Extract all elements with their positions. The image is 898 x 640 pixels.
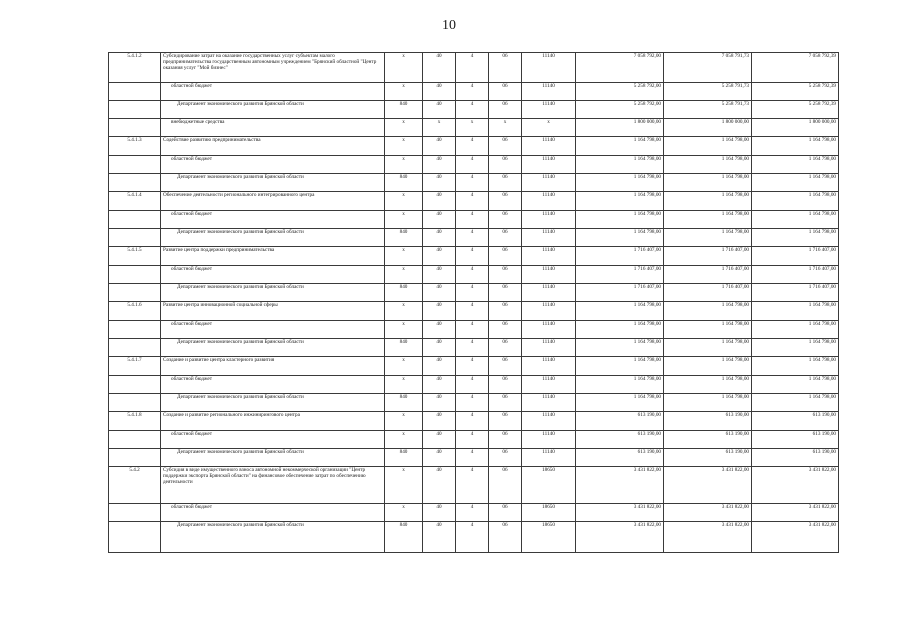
- row-amount-3: 7 058 792,39: [752, 53, 839, 83]
- row-amount-2: 613 190,00: [664, 431, 752, 449]
- table-row: [109, 467, 839, 504]
- table-row: [109, 156, 839, 174]
- row-amount-3: 613 190,00: [752, 449, 839, 467]
- row-section: 40: [423, 412, 456, 431]
- row-grbs: х: [385, 266, 423, 284]
- row-amount-2: 1 164 798,00: [664, 394, 752, 412]
- row-name: Развитие центра инновационной социальной сферы: [161, 302, 385, 321]
- row-program: 06: [489, 53, 522, 83]
- table-row: [109, 229, 839, 247]
- row-grbs: х: [385, 376, 423, 394]
- row-direction: 11140: [522, 211, 576, 229]
- row-subsection: 4: [456, 137, 489, 156]
- row-amount-2: 3 431 822,00: [664, 467, 752, 504]
- table-row: [109, 449, 839, 467]
- row-subsection: 4: [456, 394, 489, 412]
- row-amount-1: 1 164 798,00: [576, 321, 664, 339]
- row-direction: 11140: [522, 83, 576, 101]
- table-row: [109, 101, 839, 119]
- row-program: 06: [489, 431, 522, 449]
- row-section: 40: [423, 467, 456, 504]
- row-grbs: 840: [385, 449, 423, 467]
- row-amount-3: 1 164 798,00: [752, 156, 839, 174]
- row-section: 40: [423, 137, 456, 156]
- row-name: областной бюджет: [161, 376, 385, 394]
- row-section: 40: [423, 449, 456, 467]
- row-amount-1: 613 190,00: [576, 449, 664, 467]
- row-direction: х: [522, 119, 576, 137]
- row-code: 5.4.1.7: [109, 357, 161, 376]
- row-direction: 11140: [522, 357, 576, 376]
- row-amount-1: 1 164 798,00: [576, 339, 664, 357]
- row-name: Создание и развитие центра кластерного развития: [161, 357, 385, 376]
- row-grbs: х: [385, 156, 423, 174]
- row-name: Департамент экономического развития Брянской области: [161, 284, 385, 302]
- row-name: Департамент экономического развития Брянской области: [161, 522, 385, 553]
- row-program: 06: [489, 83, 522, 101]
- row-amount-1: 1 164 798,00: [576, 137, 664, 156]
- row-grbs: 840: [385, 339, 423, 357]
- table-row: [109, 266, 839, 284]
- table-row: [109, 357, 839, 376]
- row-program: 06: [489, 247, 522, 266]
- row-subsection: 4: [456, 266, 489, 284]
- row-program: 06: [489, 376, 522, 394]
- row-grbs: х: [385, 467, 423, 504]
- row-amount-3: 1 716 407,00: [752, 266, 839, 284]
- budget-table: [108, 52, 839, 553]
- row-program: 06: [489, 211, 522, 229]
- row-subsection: 4: [456, 284, 489, 302]
- row-amount-3: 1 164 798,00: [752, 321, 839, 339]
- row-grbs: 840: [385, 229, 423, 247]
- row-amount-3: 1 164 798,00: [752, 192, 839, 211]
- row-amount-2: 1 164 798,00: [664, 137, 752, 156]
- row-program: 06: [489, 229, 522, 247]
- row-section: 40: [423, 302, 456, 321]
- table-row: [109, 247, 839, 266]
- row-amount-3: 3 431 822,00: [752, 467, 839, 504]
- row-section: 40: [423, 431, 456, 449]
- row-direction: 11140: [522, 394, 576, 412]
- row-section: 40: [423, 266, 456, 284]
- row-subsection: х: [456, 119, 489, 137]
- row-amount-2: 1 164 798,00: [664, 302, 752, 321]
- table-row: [109, 192, 839, 211]
- table-row: [109, 83, 839, 101]
- row-program: 06: [489, 394, 522, 412]
- table-row: [109, 504, 839, 522]
- row-section: 40: [423, 229, 456, 247]
- row-direction: 11140: [522, 229, 576, 247]
- row-code: [109, 83, 161, 101]
- row-section: 40: [423, 247, 456, 266]
- row-direction: 11140: [522, 137, 576, 156]
- row-amount-3: 1 716 407,00: [752, 247, 839, 266]
- row-program: 06: [489, 522, 522, 553]
- row-program: 06: [489, 467, 522, 504]
- row-program: 06: [489, 449, 522, 467]
- row-amount-1: 3 431 822,00: [576, 522, 664, 553]
- row-amount-3: 613 190,00: [752, 412, 839, 431]
- row-grbs: 840: [385, 522, 423, 553]
- row-direction: 11140: [522, 101, 576, 119]
- row-direction: 11140: [522, 266, 576, 284]
- row-amount-1: 1 800 000,00: [576, 119, 664, 137]
- row-name: Обеспечение деятельности регионального интегрированного центра: [161, 192, 385, 211]
- row-program: 06: [489, 156, 522, 174]
- row-amount-2: 5 258 791,73: [664, 83, 752, 101]
- row-program: х: [489, 119, 522, 137]
- row-amount-3: 5 258 792,39: [752, 101, 839, 119]
- row-amount-2: 1 164 798,00: [664, 357, 752, 376]
- table-row: [109, 119, 839, 137]
- row-name: Создание и развитие регионального инжинирингового центра: [161, 412, 385, 431]
- row-program: 06: [489, 357, 522, 376]
- row-amount-2: 1 164 798,00: [664, 229, 752, 247]
- table-row: [109, 284, 839, 302]
- row-subsection: 4: [456, 83, 489, 101]
- row-subsection: 4: [456, 247, 489, 266]
- row-direction: 18650: [522, 467, 576, 504]
- row-name: Департамент экономического развития Брянской области: [161, 101, 385, 119]
- row-amount-3: 1 164 798,00: [752, 339, 839, 357]
- budget-rows: [109, 53, 839, 553]
- row-amount-3: 1 716 407,00: [752, 284, 839, 302]
- row-amount-2: 1 716 407,00: [664, 247, 752, 266]
- row-subsection: 4: [456, 376, 489, 394]
- row-direction: 11140: [522, 192, 576, 211]
- row-section: 40: [423, 357, 456, 376]
- row-program: 06: [489, 174, 522, 192]
- row-amount-3: 1 164 798,00: [752, 174, 839, 192]
- row-direction: 11140: [522, 412, 576, 431]
- row-amount-1: 7 058 792,00: [576, 53, 664, 83]
- row-amount-1: 1 164 798,00: [576, 192, 664, 211]
- row-program: 06: [489, 137, 522, 156]
- row-amount-2: 1 164 798,00: [664, 376, 752, 394]
- row-amount-2: 1 164 798,00: [664, 156, 752, 174]
- row-grbs: х: [385, 247, 423, 266]
- row-amount-3: 1 164 798,00: [752, 137, 839, 156]
- row-grbs: х: [385, 357, 423, 376]
- row-subsection: 4: [456, 53, 489, 83]
- row-grbs: х: [385, 321, 423, 339]
- row-name: областной бюджет: [161, 431, 385, 449]
- row-direction: 11140: [522, 431, 576, 449]
- row-grbs: 840: [385, 174, 423, 192]
- row-amount-2: 1 716 407,00: [664, 266, 752, 284]
- row-amount-2: 3 431 822,00: [664, 504, 752, 522]
- row-name: Департамент экономического развития Брянской области: [161, 229, 385, 247]
- row-program: 06: [489, 504, 522, 522]
- row-code: [109, 321, 161, 339]
- row-amount-3: 1 164 798,00: [752, 211, 839, 229]
- row-amount-2: 3 431 822,00: [664, 522, 752, 553]
- row-grbs: х: [385, 412, 423, 431]
- row-subsection: 4: [456, 357, 489, 376]
- row-program: 06: [489, 412, 522, 431]
- row-direction: 18650: [522, 504, 576, 522]
- row-direction: 11140: [522, 302, 576, 321]
- row-section: 40: [423, 192, 456, 211]
- row-code: [109, 376, 161, 394]
- table-row: [109, 302, 839, 321]
- row-amount-1: 1 164 798,00: [576, 211, 664, 229]
- row-code: [109, 156, 161, 174]
- row-grbs: 840: [385, 101, 423, 119]
- row-code: 5.4.1.4: [109, 192, 161, 211]
- row-amount-1: 1 164 798,00: [576, 229, 664, 247]
- row-subsection: 4: [456, 339, 489, 357]
- row-subsection: 4: [456, 156, 489, 174]
- row-amount-2: 613 190,00: [664, 412, 752, 431]
- row-program: 06: [489, 192, 522, 211]
- row-section: 40: [423, 211, 456, 229]
- row-amount-2: 1 164 798,00: [664, 211, 752, 229]
- row-code: 5.4.1.8: [109, 412, 161, 431]
- table-row: [109, 137, 839, 156]
- row-section: 40: [423, 156, 456, 174]
- row-amount-2: 1 164 798,00: [664, 174, 752, 192]
- row-grbs: х: [385, 137, 423, 156]
- row-code: [109, 266, 161, 284]
- row-section: 40: [423, 394, 456, 412]
- row-amount-3: 1 164 798,00: [752, 302, 839, 321]
- row-amount-3: 3 431 822,00: [752, 522, 839, 553]
- row-subsection: 4: [456, 101, 489, 119]
- row-name: Департамент экономического развития Брянской области: [161, 394, 385, 412]
- row-name: Субсидия в виде имущественного взноса автономной некоммерческой организации "Центр поддержки экспорта Брянской области" на финансовое обеспечение затрат по обеспечению деятельности: [161, 467, 385, 504]
- row-grbs: х: [385, 83, 423, 101]
- row-amount-3: 1 164 798,00: [752, 376, 839, 394]
- row-amount-3: 3 431 822,00: [752, 504, 839, 522]
- row-code: [109, 119, 161, 137]
- row-name: Развитие центра поддержки предпринимательства: [161, 247, 385, 266]
- row-amount-2: 1 164 798,00: [664, 192, 752, 211]
- row-subsection: 4: [456, 449, 489, 467]
- row-amount-3: 1 164 798,00: [752, 394, 839, 412]
- row-amount-1: 1 164 798,00: [576, 394, 664, 412]
- row-name: Содействие развитию предпринимательства: [161, 137, 385, 156]
- row-name: Департамент экономического развития Брянской области: [161, 339, 385, 357]
- row-direction: 11140: [522, 174, 576, 192]
- row-amount-2: 1 164 798,00: [664, 339, 752, 357]
- row-name: областной бюджет: [161, 211, 385, 229]
- row-name: областной бюджет: [161, 266, 385, 284]
- row-code: 5.4.1.5: [109, 247, 161, 266]
- row-amount-1: 613 190,00: [576, 412, 664, 431]
- row-amount-3: 1 164 798,00: [752, 229, 839, 247]
- row-name: областной бюджет: [161, 156, 385, 174]
- row-code: [109, 449, 161, 467]
- row-subsection: 4: [456, 174, 489, 192]
- row-amount-2: 7 058 791,73: [664, 53, 752, 83]
- row-section: 40: [423, 284, 456, 302]
- row-amount-1: 1 164 798,00: [576, 357, 664, 376]
- table-row: [109, 211, 839, 229]
- row-direction: 11140: [522, 284, 576, 302]
- row-amount-3: 1 800 000,00: [752, 119, 839, 137]
- row-amount-1: 5 258 792,00: [576, 101, 664, 119]
- row-program: 06: [489, 339, 522, 357]
- row-code: [109, 229, 161, 247]
- table-row: [109, 174, 839, 192]
- row-subsection: 4: [456, 229, 489, 247]
- row-grbs: х: [385, 211, 423, 229]
- row-direction: 11140: [522, 321, 576, 339]
- row-code: 5.4.1.2: [109, 53, 161, 83]
- row-name: Субсидирование затрат на оказание государственных услуг субъектам малого предпринимательства государственным автономным учреждением "Брянский областной "Центр оказания услуг "Мой бизнес": [161, 53, 385, 83]
- row-name: Департамент экономического развития Брянской области: [161, 174, 385, 192]
- row-amount-1: 3 431 822,00: [576, 467, 664, 504]
- row-direction: 11140: [522, 449, 576, 467]
- row-amount-2: 1 716 407,00: [664, 284, 752, 302]
- table-row: [109, 412, 839, 431]
- row-amount-1: 1 164 798,00: [576, 302, 664, 321]
- row-direction: 11140: [522, 247, 576, 266]
- row-subsection: 4: [456, 302, 489, 321]
- row-code: [109, 504, 161, 522]
- row-code: [109, 339, 161, 357]
- row-program: 06: [489, 266, 522, 284]
- row-code: [109, 101, 161, 119]
- row-subsection: 4: [456, 504, 489, 522]
- row-amount-1: 1 164 798,00: [576, 174, 664, 192]
- row-direction: 11140: [522, 339, 576, 357]
- row-direction: 11140: [522, 53, 576, 83]
- row-amount-2: 1 164 798,00: [664, 321, 752, 339]
- row-subsection: 4: [456, 431, 489, 449]
- row-amount-1: 5 258 792,00: [576, 83, 664, 101]
- row-amount-1: 1 164 798,00: [576, 156, 664, 174]
- row-code: [109, 174, 161, 192]
- row-amount-2: 1 800 000,00: [664, 119, 752, 137]
- row-section: 40: [423, 376, 456, 394]
- row-amount-1: 1 164 798,00: [576, 376, 664, 394]
- row-program: 06: [489, 101, 522, 119]
- row-amount-1: 1 716 407,00: [576, 247, 664, 266]
- table-row: [109, 522, 839, 553]
- row-section: 40: [423, 522, 456, 553]
- row-section: 40: [423, 101, 456, 119]
- row-amount-1: 1 716 407,00: [576, 284, 664, 302]
- row-subsection: 4: [456, 467, 489, 504]
- row-program: 06: [489, 284, 522, 302]
- table-row: [109, 376, 839, 394]
- row-section: 40: [423, 174, 456, 192]
- row-grbs: х: [385, 53, 423, 83]
- row-name: областной бюджет: [161, 321, 385, 339]
- row-section: 40: [423, 339, 456, 357]
- row-amount-3: 1 164 798,00: [752, 357, 839, 376]
- row-program: 06: [489, 302, 522, 321]
- row-code: [109, 431, 161, 449]
- row-grbs: х: [385, 302, 423, 321]
- row-section: 40: [423, 53, 456, 83]
- row-amount-1: 613 190,00: [576, 431, 664, 449]
- table-row: [109, 321, 839, 339]
- table-row: [109, 339, 839, 357]
- row-section: 40: [423, 83, 456, 101]
- row-section: х: [423, 119, 456, 137]
- row-amount-1: 3 431 822,00: [576, 504, 664, 522]
- row-grbs: х: [385, 119, 423, 137]
- row-amount-2: 613 190,00: [664, 449, 752, 467]
- row-subsection: 4: [456, 192, 489, 211]
- table-row: [109, 431, 839, 449]
- row-code: [109, 394, 161, 412]
- row-code: [109, 284, 161, 302]
- row-subsection: 4: [456, 412, 489, 431]
- row-amount-2: 5 258 791,73: [664, 101, 752, 119]
- row-grbs: 840: [385, 284, 423, 302]
- row-code: 5.4.1.3: [109, 137, 161, 156]
- row-direction: 11140: [522, 156, 576, 174]
- row-code: [109, 522, 161, 553]
- row-subsection: 4: [456, 321, 489, 339]
- row-direction: 18650: [522, 522, 576, 553]
- row-grbs: х: [385, 431, 423, 449]
- row-code: 5.4.2: [109, 467, 161, 504]
- row-subsection: 4: [456, 522, 489, 553]
- row-name: областной бюджет: [161, 504, 385, 522]
- row-direction: 11140: [522, 376, 576, 394]
- row-program: 06: [489, 321, 522, 339]
- row-grbs: х: [385, 504, 423, 522]
- row-code: [109, 211, 161, 229]
- row-grbs: 840: [385, 394, 423, 412]
- table-row: [109, 53, 839, 83]
- page-number: 10: [442, 18, 456, 33]
- row-name: внебюджетные средства: [161, 119, 385, 137]
- table-row: [109, 394, 839, 412]
- row-grbs: х: [385, 192, 423, 211]
- row-name: областной бюджет: [161, 83, 385, 101]
- row-amount-1: 1 716 407,00: [576, 266, 664, 284]
- row-section: 40: [423, 321, 456, 339]
- row-subsection: 4: [456, 211, 489, 229]
- row-amount-3: 5 258 792,39: [752, 83, 839, 101]
- row-code: 5.4.1.6: [109, 302, 161, 321]
- row-section: 40: [423, 504, 456, 522]
- row-amount-3: 613 190,00: [752, 431, 839, 449]
- row-name: Департамент экономического развития Брянской области: [161, 449, 385, 467]
